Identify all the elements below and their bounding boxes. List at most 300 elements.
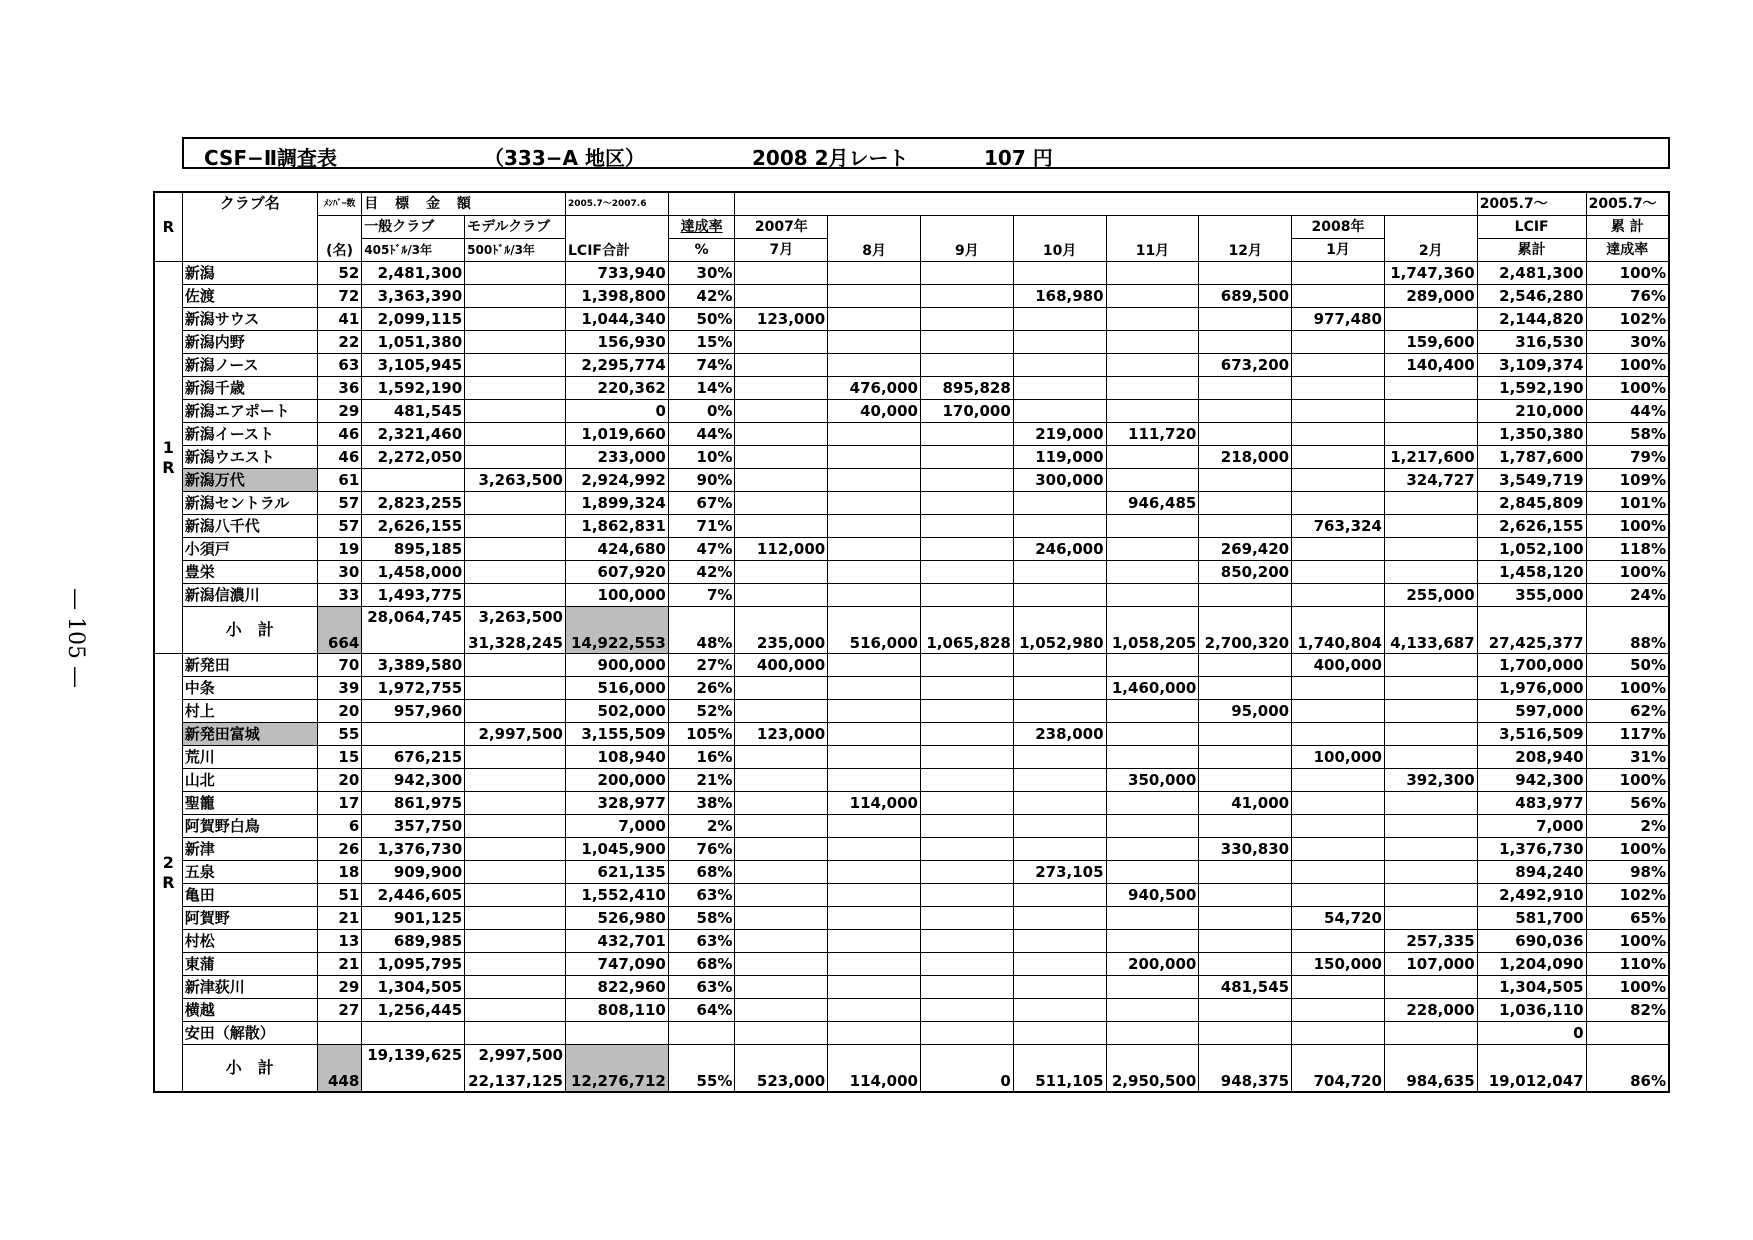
cell-general <box>362 469 465 492</box>
cell-cum: 2,492,910 <box>1477 884 1586 907</box>
table-row <box>154 584 1669 607</box>
club-name: 亀田 <box>182 884 317 907</box>
cell-rate: 58% <box>668 907 735 930</box>
cell-m12 <box>1199 492 1292 515</box>
table-row <box>154 538 1669 561</box>
subtotal-label: 小 計 <box>182 1045 317 1093</box>
cell-m1 <box>1292 469 1385 492</box>
cell-model <box>465 792 566 815</box>
club-name-header: クラブ名 <box>182 192 317 262</box>
cell-members: 36 <box>317 377 361 400</box>
cell-lcif: 1,552,410 <box>566 884 669 907</box>
cell-m11 <box>1106 354 1199 377</box>
cell-m7 <box>735 515 828 538</box>
cell-m10 <box>1013 308 1106 331</box>
cell-m11 <box>1106 907 1199 930</box>
cell-m7: 123,000 <box>735 723 828 746</box>
cell-m1 <box>1292 976 1385 999</box>
cell-m2 <box>1384 700 1477 723</box>
cell-lcif: 621,135 <box>566 861 669 884</box>
cell-model <box>465 976 566 999</box>
cell-cum_rate: 100% <box>1586 561 1669 584</box>
subtotal-m10: 1,052,980 <box>1013 607 1106 654</box>
club-name: 新潟エアポート <box>182 400 317 423</box>
r-header: R <box>154 192 182 262</box>
cell-general: 901,125 <box>362 907 465 930</box>
cell-m7: 400,000 <box>735 654 828 677</box>
cell-members: 39 <box>317 677 361 700</box>
cell-members: 29 <box>317 400 361 423</box>
cell-m10 <box>1013 930 1106 953</box>
cell-members: 46 <box>317 423 361 446</box>
table-row <box>154 1022 1669 1045</box>
cell-members <box>317 1022 361 1045</box>
cell-general: 2,321,460 <box>362 423 465 446</box>
header-row-1 <box>154 192 1669 216</box>
title-bar <box>182 137 1670 169</box>
subtotal-label: 小 計 <box>182 607 317 654</box>
cell-cum_rate: 24% <box>1586 584 1669 607</box>
cell-members: 29 <box>317 976 361 999</box>
cell-m8 <box>828 262 921 285</box>
year-2007-header: 2007年 <box>735 216 828 239</box>
cell-m7 <box>735 861 828 884</box>
cell-general: 2,099,115 <box>362 308 465 331</box>
cell-cum: 7,000 <box>1477 815 1586 838</box>
cell-m1 <box>1292 792 1385 815</box>
cell-cum_rate: 102% <box>1586 884 1669 907</box>
table-row <box>154 469 1669 492</box>
cell-m9 <box>921 769 1014 792</box>
cell-m7 <box>735 561 828 584</box>
cell-model <box>465 746 566 769</box>
cell-m11 <box>1106 815 1199 838</box>
subtotal-m11: 1,058,205 <box>1106 607 1199 654</box>
club-name: 村松 <box>182 930 317 953</box>
cell-m2 <box>1384 515 1477 538</box>
cell-m11 <box>1106 792 1199 815</box>
cell-m2 <box>1384 561 1477 584</box>
month-8-header: 8月 <box>828 216 921 262</box>
cell-m11 <box>1106 723 1199 746</box>
cell-m7 <box>735 354 828 377</box>
cell-m2: 257,335 <box>1384 930 1477 953</box>
cell-m12 <box>1199 861 1292 884</box>
cell-m9 <box>921 492 1014 515</box>
cell-m2: 1,217,600 <box>1384 446 1477 469</box>
subtotal-m10: 511,105 <box>1013 1045 1106 1093</box>
cell-cum_rate: 117% <box>1586 723 1669 746</box>
cell-m2 <box>1384 976 1477 999</box>
cell-m10 <box>1013 561 1106 584</box>
cell-cum_rate: 109% <box>1586 469 1669 492</box>
subtotal-members: 664 <box>317 607 361 654</box>
cell-m8 <box>828 746 921 769</box>
cell-m12 <box>1199 400 1292 423</box>
cell-rate: 27% <box>668 654 735 677</box>
cell-m10: 273,105 <box>1013 861 1106 884</box>
cell-m9 <box>921 423 1014 446</box>
cell-m8 <box>828 884 921 907</box>
cell-lcif: 108,940 <box>566 746 669 769</box>
cell-rate: 64% <box>668 999 735 1022</box>
cell-general: 1,256,445 <box>362 999 465 1022</box>
cell-rate: 63% <box>668 884 735 907</box>
cell-model <box>465 492 566 515</box>
cell-m7 <box>735 976 828 999</box>
region-number: 1 <box>162 437 174 457</box>
cell-members: 15 <box>317 746 361 769</box>
cell-general: 957,960 <box>362 700 465 723</box>
month-10-header: 10月 <box>1013 216 1106 262</box>
cell-m11 <box>1106 700 1199 723</box>
subtotal-row <box>154 1045 1669 1093</box>
cell-m10 <box>1013 354 1106 377</box>
cell-m9 <box>921 815 1014 838</box>
cell-m11 <box>1106 377 1199 400</box>
club-name: 新潟万代 <box>182 469 317 492</box>
cell-m1 <box>1292 262 1385 285</box>
club-name: 新潟八千代 <box>182 515 317 538</box>
cell-general: 1,304,505 <box>362 976 465 999</box>
lcif-total-header: LCIF合計 <box>566 216 669 262</box>
cell-lcif: 233,000 <box>566 446 669 469</box>
cell-lcif: 200,000 <box>566 769 669 792</box>
table-row <box>154 976 1669 999</box>
table-row <box>154 700 1669 723</box>
club-name: 新潟サウス <box>182 308 317 331</box>
cell-cum: 3,109,374 <box>1477 354 1586 377</box>
month-2-header: 2月 <box>1384 216 1477 262</box>
cell-m10 <box>1013 815 1106 838</box>
cell-m10 <box>1013 1022 1106 1045</box>
cell-cum_rate: 101% <box>1586 492 1669 515</box>
cell-cum: 1,458,120 <box>1477 561 1586 584</box>
cell-model <box>465 907 566 930</box>
cell-cum: 2,144,820 <box>1477 308 1586 331</box>
cell-m2 <box>1384 654 1477 677</box>
cell-model <box>465 930 566 953</box>
table-row <box>154 423 1669 446</box>
cell-model <box>465 331 566 354</box>
subtotal-m1: 704,720 <box>1292 1045 1385 1093</box>
region-letter: R <box>162 872 175 892</box>
header-row-2 <box>154 216 1669 239</box>
cell-rate: 38% <box>668 792 735 815</box>
general-club-header: 一般クラブ <box>362 216 465 239</box>
cell-m7 <box>735 331 828 354</box>
cell-cum: 1,204,090 <box>1477 953 1586 976</box>
rate-value: 107 円 <box>984 146 1053 170</box>
cell-m2 <box>1384 1022 1477 1045</box>
cell-cum: 581,700 <box>1477 907 1586 930</box>
cell-rate: 90% <box>668 469 735 492</box>
cell-m2 <box>1384 677 1477 700</box>
cell-m2 <box>1384 492 1477 515</box>
subtotal-m9: 1,065,828 <box>921 607 1014 654</box>
cell-model <box>465 400 566 423</box>
cell-m1 <box>1292 423 1385 446</box>
cell-m2: 228,000 <box>1384 999 1477 1022</box>
cell-m12: 95,000 <box>1199 700 1292 723</box>
cell-cum_rate: 100% <box>1586 930 1669 953</box>
cell-m7 <box>735 746 828 769</box>
cell-general: 676,215 <box>362 746 465 769</box>
cell-members: 72 <box>317 285 361 308</box>
cell-m7 <box>735 492 828 515</box>
cell-m7 <box>735 792 828 815</box>
cell-m8 <box>828 907 921 930</box>
club-name: 阿賀野白鳥 <box>182 815 317 838</box>
cell-m1 <box>1292 446 1385 469</box>
cell-rate: 42% <box>668 561 735 584</box>
cell-lcif: 100,000 <box>566 584 669 607</box>
cell-m12 <box>1199 377 1292 400</box>
cell-lcif: 2,924,992 <box>566 469 669 492</box>
club-name: 横越 <box>182 999 317 1022</box>
cell-general: 1,493,775 <box>362 584 465 607</box>
cell-rate: 76% <box>668 838 735 861</box>
cell-m12: 269,420 <box>1199 538 1292 561</box>
cell-m10 <box>1013 492 1106 515</box>
cell-cum_rate: 82% <box>1586 999 1669 1022</box>
cell-m2: 324,727 <box>1384 469 1477 492</box>
club-name: 新潟イースト <box>182 423 317 446</box>
club-name: 小須戸 <box>182 538 317 561</box>
cell-m7 <box>735 377 828 400</box>
cum-period-header: 2005.7〜 <box>1477 192 1586 216</box>
cell-rate: 52% <box>668 700 735 723</box>
cell-m8 <box>828 700 921 723</box>
cell-m11: 350,000 <box>1106 769 1199 792</box>
cell-m11 <box>1106 561 1199 584</box>
cell-m9 <box>921 976 1014 999</box>
table-row <box>154 377 1669 400</box>
subtotal-m8: 114,000 <box>828 1045 921 1093</box>
cell-lcif: 1,044,340 <box>566 308 669 331</box>
cell-rate: 50% <box>668 308 735 331</box>
cell-m11 <box>1106 999 1199 1022</box>
cell-m7 <box>735 469 828 492</box>
cell-general: 909,900 <box>362 861 465 884</box>
table-row <box>154 746 1669 769</box>
cell-lcif: 0 <box>566 400 669 423</box>
cell-m11 <box>1106 654 1199 677</box>
cell-m2 <box>1384 377 1477 400</box>
general-club-sub: 405ﾄﾞﾙ/3年 <box>362 239 465 262</box>
cell-lcif: 1,899,324 <box>566 492 669 515</box>
cell-m1 <box>1292 354 1385 377</box>
cell-m1: 763,324 <box>1292 515 1385 538</box>
cell-members: 26 <box>317 838 361 861</box>
club-name: 新潟ノース <box>182 354 317 377</box>
cell-m7 <box>735 584 828 607</box>
cell-m1: 100,000 <box>1292 746 1385 769</box>
cell-m11: 111,720 <box>1106 423 1199 446</box>
cell-cum_rate: 100% <box>1586 354 1669 377</box>
cell-members: 46 <box>317 446 361 469</box>
cell-model <box>465 515 566 538</box>
cell-m9 <box>921 884 1014 907</box>
cell-cum: 3,549,719 <box>1477 469 1586 492</box>
cell-m9 <box>921 561 1014 584</box>
cell-m12 <box>1199 953 1292 976</box>
cell-m7 <box>735 838 828 861</box>
table-row <box>154 331 1669 354</box>
cell-m11 <box>1106 446 1199 469</box>
cell-m8: 114,000 <box>828 792 921 815</box>
cell-m7 <box>735 285 828 308</box>
cell-members: 41 <box>317 308 361 331</box>
cell-m10 <box>1013 976 1106 999</box>
cell-cum: 1,976,000 <box>1477 677 1586 700</box>
cell-m8 <box>828 953 921 976</box>
subtotal-model-cell <box>465 607 566 654</box>
cell-m7 <box>735 769 828 792</box>
table-row <box>154 285 1669 308</box>
cell-m1 <box>1292 331 1385 354</box>
cell-m10 <box>1013 838 1106 861</box>
subtotal-target-total: 22,137,125 <box>468 1072 563 1090</box>
cell-m2: 392,300 <box>1384 769 1477 792</box>
cell-cum: 3,516,509 <box>1477 723 1586 746</box>
subtotal-cum: 19,012,047 <box>1477 1045 1586 1093</box>
cell-m9 <box>921 1022 1014 1045</box>
cell-model <box>465 423 566 446</box>
cell-m7 <box>735 999 828 1022</box>
year-2008-header: 2008年 <box>1292 216 1385 239</box>
rate-label: 2008 2月レート <box>752 146 909 170</box>
cell-rate: 74% <box>668 354 735 377</box>
cell-m8 <box>828 469 921 492</box>
club-name: 新潟 <box>182 262 317 285</box>
subtotal-m11: 2,950,500 <box>1106 1045 1199 1093</box>
region-number: 2 <box>162 852 174 872</box>
cell-members: 22 <box>317 331 361 354</box>
subtotal-model: 2,997,500 <box>478 1046 563 1064</box>
cell-cum_rate: 30% <box>1586 331 1669 354</box>
club-name: 新津 <box>182 838 317 861</box>
cell-m12 <box>1199 999 1292 1022</box>
cell-m10 <box>1013 400 1106 423</box>
cell-lcif: 526,980 <box>566 907 669 930</box>
cell-m9 <box>921 930 1014 953</box>
cell-m1 <box>1292 723 1385 746</box>
cell-cum_rate: 100% <box>1586 976 1669 999</box>
cell-m9 <box>921 331 1014 354</box>
region-1-body <box>154 262 1669 654</box>
month-12-header: 12月 <box>1199 216 1292 262</box>
cell-cum_rate: 44% <box>1586 400 1669 423</box>
cell-general: 1,051,380 <box>362 331 465 354</box>
cell-m9 <box>921 723 1014 746</box>
cell-m11 <box>1106 584 1199 607</box>
cell-cum: 1,592,190 <box>1477 377 1586 400</box>
cell-m2 <box>1384 838 1477 861</box>
subtotal-rate: 55% <box>668 1045 735 1093</box>
cell-rate: 42% <box>668 285 735 308</box>
cell-m1 <box>1292 1022 1385 1045</box>
cell-m12: 41,000 <box>1199 792 1292 815</box>
members-unit: (名) <box>317 216 361 262</box>
cell-m10 <box>1013 769 1106 792</box>
cell-rate: 0% <box>668 400 735 423</box>
cell-members: 18 <box>317 861 361 884</box>
cell-general: 689,985 <box>362 930 465 953</box>
cell-model <box>465 700 566 723</box>
cell-m8 <box>828 446 921 469</box>
cell-m9 <box>921 538 1014 561</box>
cell-m8: 476,000 <box>828 377 921 400</box>
cell-rate: 105% <box>668 723 735 746</box>
cell-lcif: 3,155,509 <box>566 723 669 746</box>
cell-m12 <box>1199 423 1292 446</box>
cell-general: 1,592,190 <box>362 377 465 400</box>
table-row <box>154 515 1669 538</box>
cell-cum: 1,350,380 <box>1477 423 1586 446</box>
cell-cum_rate: 56% <box>1586 792 1669 815</box>
cell-m11 <box>1106 308 1199 331</box>
cell-m2: 159,600 <box>1384 331 1477 354</box>
cell-m10: 246,000 <box>1013 538 1106 561</box>
cell-m11 <box>1106 538 1199 561</box>
cell-m2 <box>1384 792 1477 815</box>
cell-m9 <box>921 515 1014 538</box>
subtotal-cum_rate: 88% <box>1586 607 1669 654</box>
cell-m12 <box>1199 469 1292 492</box>
cell-m11: 940,500 <box>1106 884 1199 907</box>
cell-m7: 123,000 <box>735 308 828 331</box>
cell-members: 20 <box>317 700 361 723</box>
cell-rate <box>668 1022 735 1045</box>
subtotal-general: 19,139,625 <box>362 1045 465 1093</box>
cell-model <box>465 446 566 469</box>
cell-general: 3,105,945 <box>362 354 465 377</box>
table-row <box>154 654 1669 677</box>
cell-m11 <box>1106 262 1199 285</box>
cell-cum_rate: 100% <box>1586 515 1669 538</box>
cell-m9 <box>921 861 1014 884</box>
achievement-header: 達成率 <box>668 216 735 239</box>
cell-m10 <box>1013 999 1106 1022</box>
table-row <box>154 561 1669 584</box>
cell-m11 <box>1106 746 1199 769</box>
cell-m11: 200,000 <box>1106 953 1199 976</box>
cell-m9 <box>921 446 1014 469</box>
cell-m7 <box>735 907 828 930</box>
table-row <box>154 792 1669 815</box>
cell-lcif: 7,000 <box>566 815 669 838</box>
model-club-header: モデルクラブ <box>465 216 566 239</box>
table-row <box>154 953 1669 976</box>
cell-general: 1,376,730 <box>362 838 465 861</box>
cell-m8 <box>828 331 921 354</box>
club-name: 中条 <box>182 677 317 700</box>
cell-members: 63 <box>317 354 361 377</box>
cell-m9 <box>921 584 1014 607</box>
cell-lcif: 432,701 <box>566 930 669 953</box>
cell-m9 <box>921 792 1014 815</box>
cell-cum: 316,530 <box>1477 331 1586 354</box>
subtotal-m12: 2,700,320 <box>1199 607 1292 654</box>
cell-rate: 63% <box>668 976 735 999</box>
cell-model <box>465 285 566 308</box>
subtotal-m8: 516,000 <box>828 607 921 654</box>
region-label <box>154 262 182 654</box>
cell-m2: 255,000 <box>1384 584 1477 607</box>
cell-cum_rate <box>1586 1022 1669 1045</box>
cell-m10 <box>1013 377 1106 400</box>
